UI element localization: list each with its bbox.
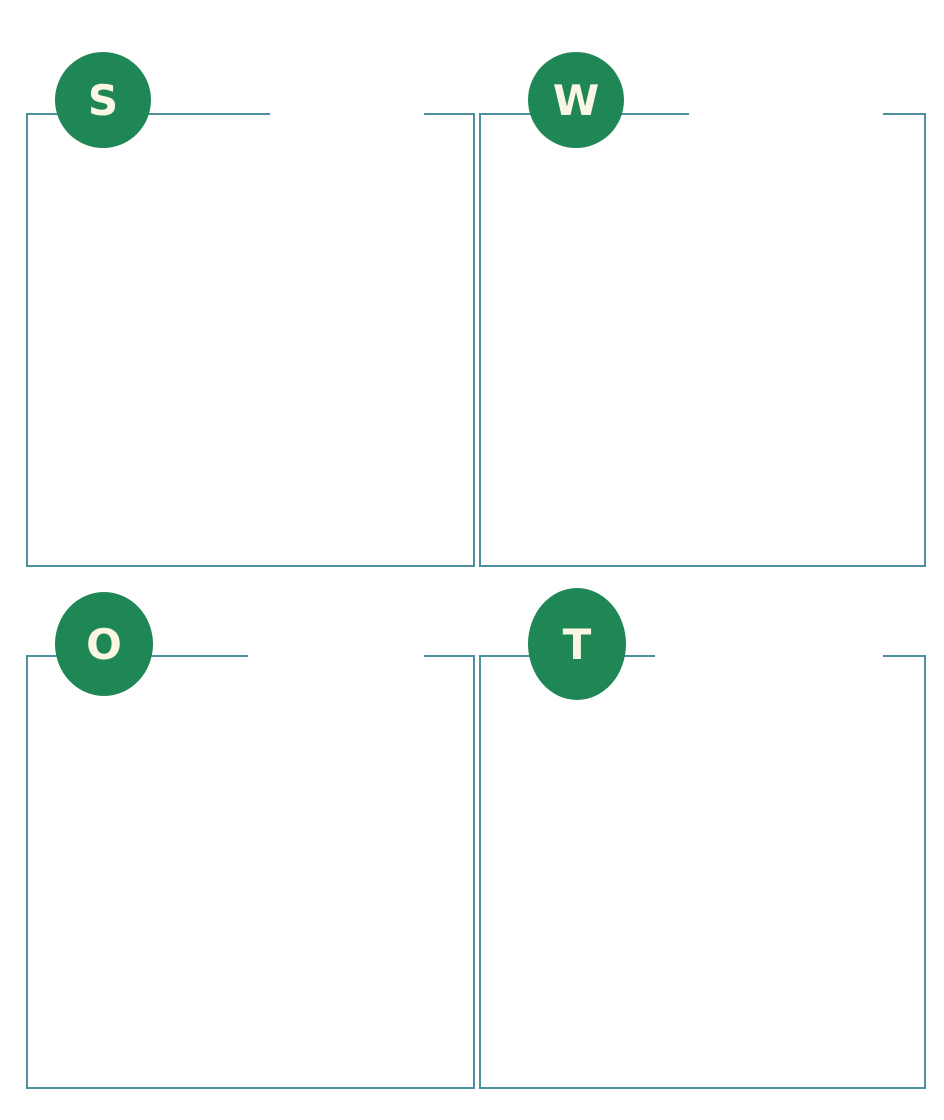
strengths-letter-badge: S: [55, 52, 151, 148]
strengths-border-line-right: [424, 113, 475, 115]
threats-box: [479, 655, 926, 1089]
weaknesses-box: [479, 113, 926, 567]
opportunities-box: [26, 655, 475, 1089]
opportunities-letter-badge: O: [55, 592, 153, 696]
strengths-box: [26, 113, 475, 567]
weaknesses-letter-badge: W: [528, 52, 624, 148]
weaknesses-border-line-right: [883, 113, 926, 115]
threats-border-line-right: [883, 655, 926, 657]
opportunities-border-line-right: [424, 655, 475, 657]
threats-letter-badge: T: [528, 588, 626, 700]
